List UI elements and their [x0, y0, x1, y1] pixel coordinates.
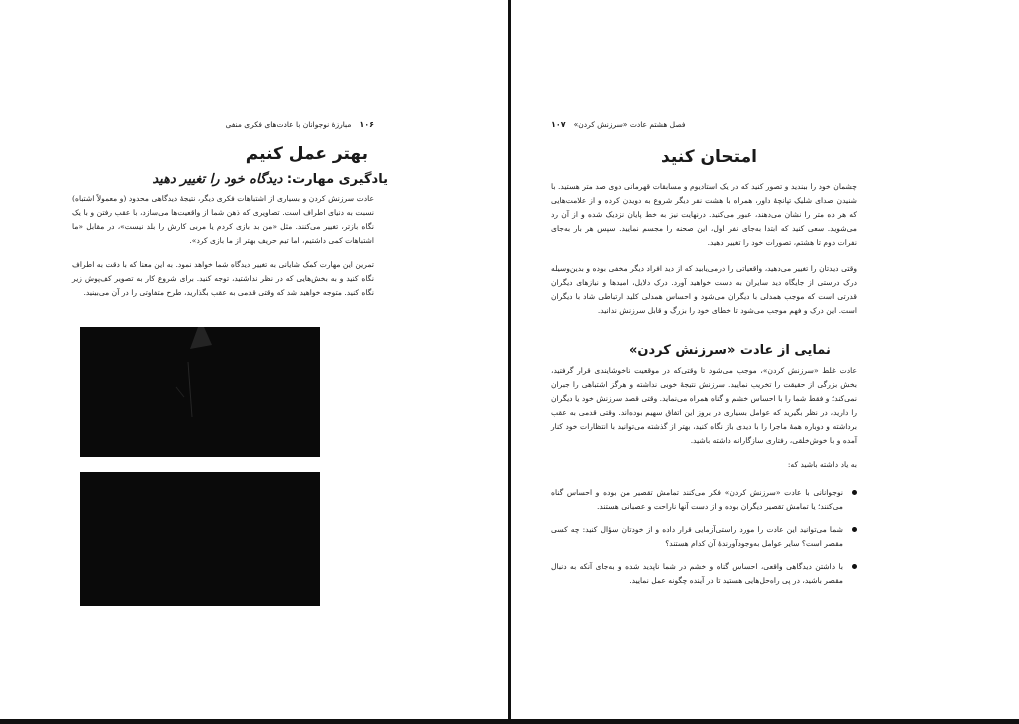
- photo-highlight-graphic: [80, 327, 320, 457]
- subheading-prefix: یادگیری مهارت:: [282, 172, 388, 187]
- list-item: [551, 523, 857, 551]
- right-paragraph-1: چشمان خود را ببندید و تصور کنید که در یک استادیوم و مسابقات قهرمانی دوی صد متر هستید. با شنیدن صدای شلیک تپانچهٔ داور، همراه با هشت نفر دیگر شروع به دویدن کرده و از علامت‌هایی که هر ده متر را نشان می‌دهند، عبور می‌کنید. درنهایت نیز به خط پایان نزدیک شده و از آن رد می‌شوید. سعی کنید که ابتدا به‌جای نفر اول، این صحنه را مجسم نمایید. سپس هر بار به‌جای نفرات دوم تا هشتم، تصورات خود را تغییر دهید.: [551, 182, 857, 247]
- left-paragraph-1: عادت سرزنش کردن و بسیاری از اشتباهات فکری دیگر، نتیجهٔ دیدگاهی محدود (و معمولاً اشتباه) نسبت به دنیای اطراف است. تصاویری که ذهن شما از واقعیت‌ها می‌سازد، با عقب رفتن و با یک نگاه بازتر، تغییر می‌کنند. مثل «من بد بازی کردم یا مربی کارش را بلد نیست»، در مقابل «ما اشتباهات کمی داشتیم، اما تیم حریف بهتر از ما بازی کرد».: [72, 194, 374, 245]
- bullet-text-1: نوجوانانی با عادت «سرزنش کردن» فکر می‌کنند تمامش تقصیر من بوده و احساس گناه می‌کنند؛ یا تمامش تقصیر دیگران بوده و از دست آنها ناراحت و عصبانی هستند.: [551, 488, 843, 511]
- left-page: [0, 0, 508, 719]
- list-item: [551, 560, 857, 588]
- left-heading: بهتر عمل کنیم: [245, 144, 368, 164]
- left-body: [72, 192, 374, 300]
- left-page-number: ۱۰۶: [359, 120, 374, 129]
- bullet-icon: [852, 490, 857, 495]
- left-running-head: [226, 120, 374, 130]
- bullet-text-2: شما می‌توانید این عادت را مورد راستی‌آزمایی قرار داده و از خودتان سؤال کنید: چه کسی مقصر است؟ سایر عوامل به‌وجودآورندهٔ آن کدام هستند؟: [551, 525, 843, 548]
- reminder-line: به یاد داشته باشید که:: [787, 460, 857, 469]
- list-item: [551, 486, 857, 514]
- right-page-number: ۱۰۷: [551, 120, 566, 129]
- bullet-icon: [852, 527, 857, 532]
- floor-pattern-photo-top: [80, 327, 320, 457]
- bullet-text-3: با داشتن دیدگاهی واقعی، احساس گناه و خشم در شما ناپدید شده و به‌جای آنکه به دنبال مقصر باشید، در پی راه‌حل‌هایی هستید تا در آینده چگونه عمل نمایید.: [551, 562, 843, 585]
- right-paragraph-3: عادت غلط «سرزنش کردن»، موجب می‌شود تا وقتی‌که در موقعیت ناخوشایندی قرار گرفتید، بخش بزرگی از حقیقت را تخریب نمایید. سرزنش نتیجهٔ خوبی نداشته و هرگز اشتباهی را جبران نمی‌کند؛ و فقط شما را با احساس خشم و گناه همراه می‌نماید. وقتی قصد سرزنش خود یا دیگران را دارید، در نظر بگیرید که عوامل بسیاری در بروز این اتفاق سهیم بوده‌اند. وقتی قدمی به عقب برداشته و دوباره همهٔ ماجرا را با دیدی باز نگاه کنید، بهتر از گذشته می‌توانید با انتظارات خود کنار آمده و با خوش‌خلقی، رفتاری سازگارانه داشته باشید.: [551, 366, 857, 445]
- right-body-middle: [551, 364, 857, 472]
- right-paragraph-2: وقتی دیدتان را تغییر می‌دهید، واقعیاتی را درمی‌یابید که از دید افراد دیگر مخفی بوده و بدین‌وسیله درک درستی از جایگاه دید سایران به دست خواهید آورد. درک دلایل، امیدها و نیازهای دیگران قدرتی است که موجب همدلی با دیگران می‌شود و احساس همدلی کلید ارتباطی شاد با دیگران است. این درک و فهم موجب می‌شود تا خطای خود را بزرگ و قابل سرزنش ندانید.: [551, 264, 857, 315]
- reminder-bullet-list: [551, 486, 857, 597]
- left-subheading: [152, 172, 388, 187]
- right-heading: امتحان کنید: [661, 147, 757, 167]
- left-paragraph-2: تمرین این مهارت کمک شایانی به تغییر دیدگاه شما خواهد نمود. به این معنا که با دقت به اطراف نگاه کنید و به بخش‌هایی که در نظر نداشتید، توجه کنید. برای شروع کار به تصویر کف‌پوش زیر نگاه کنید. متوجه خواهید شد که وقتی قدمی به عقب بگذارید، طرح متفاوتی را در آن می‌بینید.: [72, 260, 374, 297]
- left-running-title: مبارزهٔ نوجوانان با عادت‌های فکری منفی: [225, 120, 352, 129]
- right-page: [511, 0, 1019, 719]
- right-body-top: [551, 180, 857, 318]
- subheading-emphasis: دیدگاه خود را تغییر دهید: [152, 172, 283, 187]
- right-running-head: [551, 120, 685, 130]
- floor-pattern-photo-bottom: [80, 472, 320, 606]
- scan-bottom-edge: [0, 719, 1019, 724]
- right-heading-2: نمایی از عادت «سرزنش کردن»: [629, 343, 831, 358]
- bullet-icon: [852, 564, 857, 569]
- right-running-title: فصل هشتم عادت «سرزنش کردن»: [573, 120, 686, 129]
